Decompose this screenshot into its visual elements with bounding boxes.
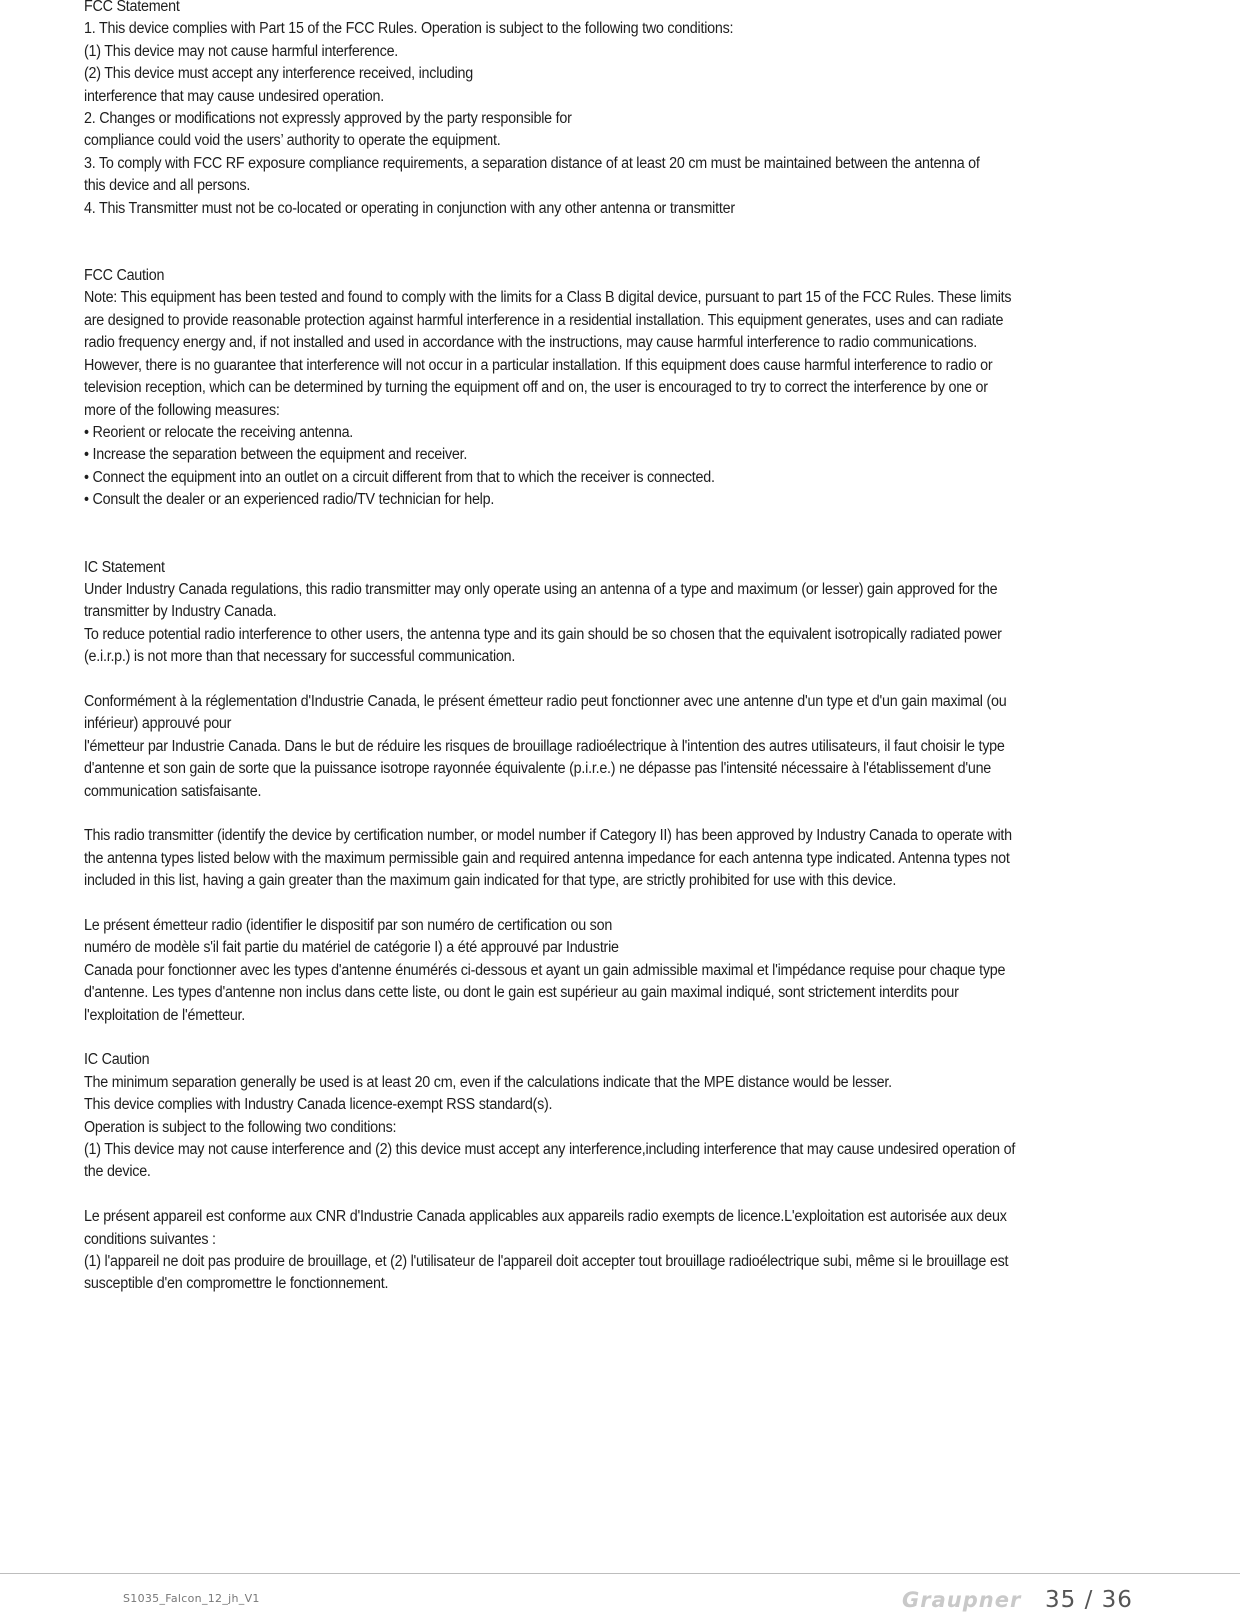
ic-statement-section [84,557,1164,1027]
text-line: d'antenne. Les types d'antenne non inclus dans cette liste, ou dont le gain est supérieur au gain maximal indiqué, sont strictement interdits pour [84,984,959,1002]
spacer [84,220,1164,265]
text-line: inférieur) approuvé pour [84,715,232,733]
ic-caution-section [84,1049,1164,1295]
text-line: This device complies with Industry Canada licence-exempt RSS standard(s). [84,1096,553,1114]
brand-logo: Graupner [902,1588,1022,1612]
text-line: (1) This device may not cause interference and (2) this device must accept any interference,including interference that may cause undesired operation of [84,1141,1016,1159]
text-line: the antenna types listed below with the maximum permissible gain and required antenna impedance for each antenna type indicated. Antenna types not [84,849,1010,867]
text-line: interference that may cause undesired operation. [84,87,384,105]
text-line: To reduce potential radio interference to other users, the antenna type and its gain should be so chosen that the equivalent isotropically radiated power [84,625,1002,643]
text-line: transmitter by Industry Canada. [84,603,277,621]
ic-statement-heading: IC Statement [84,558,165,576]
text-line: d'antenne et son gain de sorte que la puissance isotrope rayonnée équivalente (p.i.r.e.) ne dépasse pas l'intensité nécessaire à l'établissement d'une [84,760,992,778]
spacer [84,803,1164,825]
ic-caution-heading: IC Caution [84,1051,150,1069]
text-line: the device. [84,1163,151,1181]
fcc-caution-section [84,265,1164,511]
text-line: The minimum separation generally be used is at least 20 cm, even if the calculations indicate that the MPE distance would be lesser. [84,1073,892,1091]
text-line: Under Industry Canada regulations, this radio transmitter may only operate using an antenna of a type and maximum (or lesser) gain approved for the [84,580,998,598]
fcc-caution-heading: FCC Caution [84,267,165,285]
text-line: this device and all persons. [84,177,251,195]
spacer [84,512,1164,557]
text-line: (2) This device must accept any interference received, including [84,65,474,83]
text-line: (1) l'appareil ne doit pas produire de brouillage, et (2) l'utilisateur de l'appareil doit accepter tout brouillage radioélectrique subi, même si le brouillage est [84,1253,1009,1271]
text-line: This radio transmitter (identify the device by certification number, or model number if Category II) has been approved by Industry Canada to operate with [84,827,1012,845]
bullet-item: • Reorient or relocate the receiving antenna. [84,423,354,441]
text-line: 2. Changes or modifications not expressly approved by the party responsible for [84,110,572,128]
text-line: numéro de modèle s'il fait partie du matériel de catégorie I) a été approuvé par Industrie [84,939,619,957]
text-line: radio frequency energy and, if not installed and used in accordance with the instructions, may cause harmful interference to radio communications. [84,334,977,352]
fcc-statement-section [84,0,1164,220]
text-line: conditions suivantes : [84,1230,216,1248]
footer-divider [0,1573,1240,1574]
text-line: compliance could void the users’ authority to operate the equipment. [84,132,501,150]
text-line: 3. To comply with FCC RF exposure compliance requirements, a separation distance of at least 20 cm must be maintained between the antenna of [84,154,980,172]
spacer [84,893,1164,915]
text-line: Le présent émetteur radio (identifier le dispositif par son numéro de certification ou son [84,916,613,934]
text-line: Le présent appareil est conforme aux CNR d'Industrie Canada applicables aux appareils radio exempts de licence.L'exploitation est autorisée aux deux [84,1208,1007,1226]
spacer [84,1184,1164,1206]
text-line: l'exploitation de l'émetteur. [84,1006,246,1024]
text-line: more of the following measures: [84,401,280,419]
text-line: l'émetteur par Industrie Canada. Dans le but de réduire les risques de brouillage radioélectrique à l'intention des autres utilisateurs, il faut choisir le type [84,737,1005,755]
footer-doc-id: S1035_Falcon_12_jh_V1 [123,1592,260,1605]
text-line: Note: This equipment has been tested and found to comply with the limits for a Class B digital device, pursuant to part 15 of the FCC Rules. These limits [84,289,1012,307]
bullet-item: • Connect the equipment into an outlet on a circuit different from that to which the receiver is connected. [84,468,715,486]
text-line: (1) This device may not cause harmful interference. [84,42,399,60]
text-line: (e.i.r.p.) is not more than that necessary for successful communication. [84,648,516,666]
text-line: 1. This device complies with Part 15 of the FCC Rules. Operation is subject to the following two conditions: [84,20,734,38]
document-body [84,0,1164,1296]
spacer [84,669,1164,691]
text-line: television reception, which can be determined by turning the equipment off and on, the user is encouraged to try to correct the interference by one or [84,379,988,397]
text-line: Operation is subject to the following two conditions: [84,1118,397,1136]
text-line: included in this list, having a gain greater than the maximum gain indicated for that type, are strictly prohibited for use with this device. [84,872,897,890]
text-line: Canada pour fonctionner avec les types d'antenne énumérés ci-dessous et ayant un gain admissible maximal et l'impédance requise pour chaque type [84,961,1006,979]
text-line: communication satisfaisante. [84,782,262,800]
bullet-item: • Increase the separation between the equipment and receiver. [84,446,468,464]
text-line: However, there is no guarantee that interference will not occur in a particular installation. If this equipment does cause harmful interference to radio or [84,356,993,374]
spacer [84,1027,1164,1049]
bullet-item: • Consult the dealer or an experienced radio/TV technician for help. [84,491,495,509]
page-number: 35 / 36 [1045,1587,1133,1613]
text-line: are designed to provide reasonable protection against harmful interference in a residential installation. This equipment generates, uses and can radiate [84,311,1004,329]
fcc-statement-heading: FCC Statement [84,0,180,15]
text-line: susceptible d'en compromettre le fonctionnement. [84,1275,389,1293]
text-line: 4. This Transmitter must not be co-located or operating in conjunction with any other antenna or transmitter [84,199,735,217]
text-line: Conformément à la réglementation d'Industrie Canada, le présent émetteur radio peut fonctionner avec une antenne d'un type et d'un gain maximal (ou [84,692,1007,710]
